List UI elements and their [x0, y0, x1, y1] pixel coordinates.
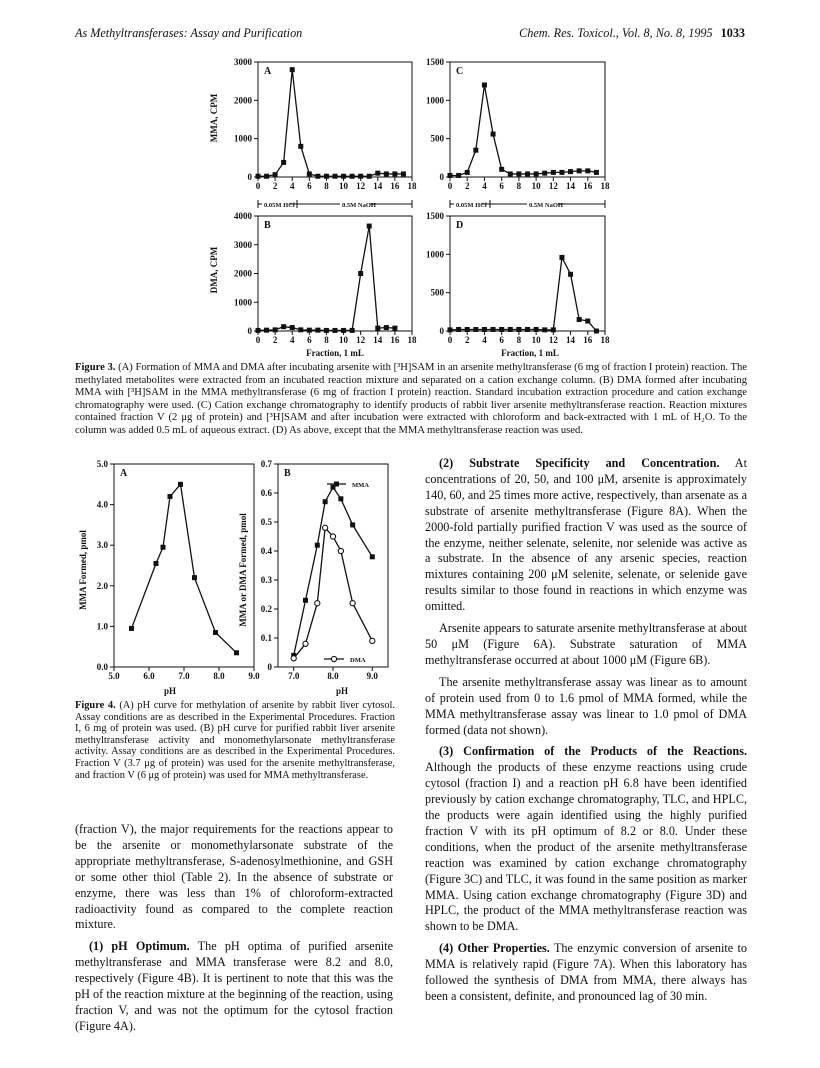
y-tick-label: 0.4	[260, 546, 272, 556]
paragraph-linearity: The arsenite methyltransferase assay was linear as to amount of protein used from 0 to 1.6 pmol of MMA formed, while the MMA methyltransferase assay was linear to 1.0 pmol of DMA formed (data not shown).	[425, 674, 747, 737]
x-axis-label-ph-a: pH	[163, 686, 177, 696]
x-tick-label: 8.0	[213, 671, 225, 681]
legend-marker	[334, 482, 339, 487]
paragraph-substrate-specificity: (2) Substrate Specificity and Concentration. At concentrations of 20, 50, and 100 μM, arsenite is approximately 140, 60, and 25 times more active, respectively, than arsenate as a substrate of arsenite methyltransferase (Figure 8A). When the 2000-fold partially purified fraction V was used as the source of the enzyme, neither selenate, selenite, nor selenide was active as a substrate. In the absence of any arsenic species, reaction mixtures containing 200 μM selenite, selenate, or selenide gave results similar to those found in reactions in which enzyme was omitted.	[425, 456, 747, 614]
data-point	[315, 543, 320, 548]
x-tick-label: 8	[516, 181, 522, 191]
y-tick-label: 0.6	[260, 488, 272, 498]
paragraph-saturation: Arsenite appears to saturate arsenite methyltransferase at about 50 μM (Figure 6A). Substrate saturation of MMA methyltransferase occurred at about 1000 μM (Figure 6B).	[425, 621, 747, 667]
journal-citation: Chem. Res. Toxicol., Vol. 8, No. 8, 1995 1033	[519, 26, 745, 40]
x-tick-label: 14	[373, 181, 383, 191]
x-tick-label: 6	[307, 181, 312, 191]
plot-frame	[114, 464, 254, 667]
x-tick-label: 4	[289, 181, 295, 191]
x-tick-label: 10	[339, 335, 349, 345]
y-tick-label: 1000	[234, 297, 252, 308]
x-tick-label: 16	[583, 335, 593, 345]
eluent-naoh-label: 0.5M NaOH	[342, 202, 376, 209]
x-axis-label-fraction-left: Fraction, 1 mL	[306, 348, 364, 358]
x-tick-label: 4	[482, 181, 487, 191]
y-tick-label: 5.0	[96, 459, 108, 469]
x-tick-label: 14	[566, 335, 576, 345]
figure-4-caption	[75, 700, 395, 781]
x-tick-label: 6.0	[143, 671, 155, 681]
y-tick-label: 3.0	[96, 540, 108, 551]
x-tick-label: 4	[289, 335, 295, 345]
legend-marker	[331, 656, 336, 661]
y-axis-label-dma-cpm: DMA, CPM	[209, 246, 219, 294]
x-tick-label: 9.0	[366, 671, 378, 681]
x-tick-label: 8	[516, 335, 522, 345]
y-tick-label: 0.7	[260, 459, 272, 469]
data-point	[213, 630, 218, 635]
data-point	[323, 499, 328, 504]
y-tick-label: 2000	[234, 268, 252, 279]
x-tick-label: 5.0	[108, 671, 120, 681]
data-point	[350, 601, 355, 606]
chart-panel-b	[261, 459, 388, 681]
eluent-hcl-label: 0.05M HCl	[264, 202, 295, 209]
x-tick-label: 4	[482, 335, 487, 345]
plot-frame	[278, 464, 388, 667]
x-tick-label: 9.0	[248, 671, 260, 681]
y-tick-label: 2000	[234, 95, 252, 106]
paragraph-ph-optimum: (1) pH Optimum. The pH optima of purified arsenite methyltransferase and MMA transferase were 8.2 and 8.0, respectively (Figure 4B). It is pertinent to note that this was the pH of the reaction mixture at the beginning of the reaction, using fraction V, and was not the optimum for the cytosol fraction (Figure 4A).	[75, 939, 393, 1033]
figure-4-label: Figure 4.	[75, 700, 116, 711]
x-tick-label: 2	[272, 181, 278, 191]
x-tick-label: 0	[255, 335, 261, 345]
y-tick-label: 0.3	[260, 575, 272, 585]
x-tick-label: 7.0	[288, 671, 300, 681]
y-tick-label: 3000	[234, 239, 252, 250]
data-point	[234, 650, 239, 655]
x-axis-label-fraction-right: Fraction, 1 mL	[501, 348, 559, 358]
panel-letter: D	[456, 220, 464, 231]
legend-label-dma: DMA	[350, 657, 366, 664]
x-tick-label: 10	[531, 335, 541, 345]
x-tick-label: 18	[407, 335, 417, 345]
x-tick-label: 10	[531, 181, 541, 191]
x-tick-label: 6	[307, 335, 312, 345]
data-point	[168, 494, 173, 499]
figure-4-caption-text: (A) pH curve for methylation of arsenite by rabbit liver cytosol. Assay conditions are as described in the Experimental Procedures. Fraction I, 6 mg of protein was used. (B) pH curve for purified rabbit liver arsenite methyltransferase activity and monomethylarsonate methyltransferase activity. Assay conditions are as described in the Experimental Procedures. Fraction V (3.7 μg of protein) was used for the arsenite methyltransferase, and fraction V (6 μg of protein) was used for MMA methyltransferase.	[75, 700, 395, 781]
eluent-hcl-label: 0.05M HCl	[456, 202, 487, 209]
data-point	[370, 638, 375, 643]
data-point	[192, 575, 197, 580]
data-point	[315, 601, 320, 606]
y-tick-label: 0.2	[260, 604, 272, 614]
x-tick-label: 16	[390, 181, 400, 191]
y-tick-label: 0	[439, 326, 444, 336]
y-axis-label-mma-formed: MMA Formed, pmol	[78, 530, 88, 610]
x-tick-label: 6	[499, 335, 504, 345]
figure-3-label: Figure 3.	[75, 362, 116, 373]
x-tick-label: 2	[464, 335, 470, 345]
y-tick-label: 0	[247, 326, 252, 336]
x-tick-label: 2	[464, 181, 470, 191]
data-point	[370, 554, 375, 559]
y-tick-label: 1500	[426, 211, 444, 221]
data-point	[291, 656, 296, 661]
paragraph-confirmation: (3) Confirmation of the Products of the Reactions. Although the products of these enzyme reactions using crude cytosol (fraction I) and a reaction pH 6.8 have been identified previously by cation exchange chromatography, TLC, and HPLC, the products were again identified using the highly purified fraction V with its pH optimum of 8.2 or 8.0. Under these conditions, when the product of the arsenite methyltransferase reaction was examined by cation exchange chromatography (Figure 3C) and TLC, it was found in the same position as marker MMA. Using cation exchange chromatography (Figure 3D) and HPLC, the product of the MMA methyltransferase reaction was shown to be DMA.	[425, 744, 747, 934]
x-tick-label: 12	[356, 181, 366, 191]
y-tick-label: 2.0	[96, 580, 108, 591]
panel-letter: A	[120, 468, 128, 479]
x-tick-label: 18	[600, 181, 610, 191]
x-tick-label: 18	[600, 335, 610, 345]
y-tick-label: 1.0	[96, 621, 108, 632]
legend-label-mma: MMA	[352, 482, 369, 489]
y-tick-label: 0	[439, 172, 444, 182]
y-tick-label: 0.0	[96, 662, 108, 672]
y-tick-label: 3000	[234, 57, 252, 67]
paragraph-requirements: (fraction V), the major requirements for the reactions appear to be the arsenite or monomethylarsonate substrate of the appropriate methyltransferase, S-adenosylmethionine, and GSH or some other thiol (Table 2). In the absence of substrate or enzyme, there was less than 1% of chloroform-extracted radioactivity found as compared to the complete reaction mixture.	[75, 822, 393, 932]
y-tick-label: 500	[430, 133, 444, 144]
y-tick-label: 1000	[426, 95, 444, 106]
y-tick-label: 4.0	[96, 499, 108, 510]
paragraph-other-properties: (4) Other Properties. The enzymic conversion of arsenite to MMA is relatively rapid (Figure 7A). When this laboratory has followed the synthesis of DMA from MMA, there always has been a consistent, definite, and pronounced lag of 30 min.	[425, 941, 748, 1003]
x-axis-label-ph-b: pH	[335, 686, 349, 696]
y-tick-label: 0	[267, 662, 272, 672]
data-point	[161, 545, 166, 550]
right-column-text	[425, 456, 747, 1005]
x-tick-label: 14	[373, 335, 383, 345]
data-point	[178, 482, 183, 487]
panel-letter: A	[264, 66, 272, 77]
y-tick-label: 500	[430, 287, 444, 298]
series-line	[294, 528, 373, 659]
x-tick-label: 0	[447, 335, 453, 345]
y-tick-label: 0	[247, 172, 252, 182]
x-tick-label: 7.0	[178, 671, 190, 681]
y-tick-label: 0.5	[260, 517, 272, 527]
data-point	[129, 626, 134, 631]
x-tick-label: 0	[255, 181, 261, 191]
x-tick-label: 14	[566, 181, 576, 191]
data-point	[323, 525, 328, 530]
chart-panel-a	[97, 459, 260, 681]
series-line	[132, 484, 237, 652]
running-title: As Methyltransferases: Assay and Purification	[75, 26, 303, 40]
eluent-naoh-label: 0.5M NaOH	[529, 202, 563, 209]
panel-letter: C	[456, 66, 464, 77]
x-tick-label: 12	[356, 335, 366, 345]
x-tick-label: 8	[324, 335, 329, 345]
x-tick-label: 18	[407, 181, 417, 191]
x-tick-label: 8	[324, 181, 329, 191]
y-axis-label-mma-or-dma-formed: MMA or DMA Formed, pmol	[238, 513, 248, 627]
legend-dma	[324, 656, 366, 664]
panel-letter: B	[264, 220, 271, 231]
x-tick-label: 2	[272, 335, 278, 345]
x-tick-label: 16	[390, 335, 400, 345]
data-point	[303, 598, 308, 603]
panel-letter: B	[284, 468, 291, 479]
page-number: 1033	[720, 26, 745, 40]
y-tick-label: 0.1	[260, 633, 272, 643]
y-tick-label: 1500	[426, 57, 444, 67]
x-tick-label: 0	[447, 181, 453, 191]
x-tick-label: 6	[499, 181, 504, 191]
x-tick-label: 10	[339, 181, 349, 191]
y-axis-label-mma-cpm: MMA, CPM	[209, 93, 219, 143]
y-tick-label: 1000	[426, 249, 444, 260]
data-point	[350, 522, 355, 527]
data-point	[303, 641, 308, 646]
y-tick-label: 4000	[234, 211, 252, 221]
series-line	[294, 487, 373, 655]
y-tick-label: 1000	[234, 133, 252, 144]
x-tick-label: 12	[548, 181, 558, 191]
left-column-text	[75, 822, 393, 1035]
x-tick-label: 8.0	[327, 671, 339, 681]
figure-3-caption-text: (A) Formation of MMA and DMA after incubating arsenite with [³H]SAM in an arsenite methyltransferase (6 mg of fraction I protein) reaction. The methylated metabolites were extracted from an incubated reaction mixture and separated on a cation exchange column. (B) DMA formed after incubating MMA with [³H]SAM in the MMA methyltransferase (6 mg of fraction I protein) reaction. Standard incubation extraction procedure and cation exchange chromatography were used. (C) Cation exchange chromatography to identify products of rabbit liver arsenite methyltransferase reaction. Reaction mixtures contained fraction V (2 μg of protein) and [³H]SAM and after incubation were extracted with chloroform and back-extracted with 1 mL of H₂O. To the column was added 0.5 mL of aqueous extract. (D) As above, except that the MMA methyltransferase reaction was used.	[75, 362, 747, 436]
data-point	[330, 534, 335, 539]
data-point	[154, 561, 159, 566]
x-tick-label: 12	[548, 335, 558, 345]
data-point	[338, 496, 343, 501]
data-point	[338, 548, 343, 553]
x-tick-label: 16	[583, 181, 593, 191]
